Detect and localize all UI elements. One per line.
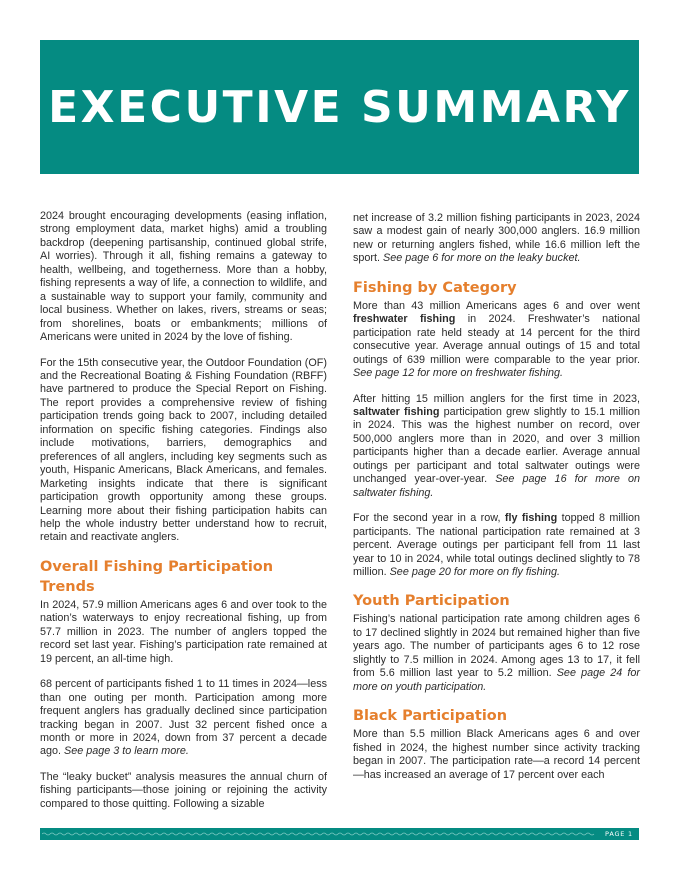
youth-participation-heading: Youth Participation [353, 593, 510, 610]
fly-fishing-text-intro: For the second year in a row, [353, 512, 505, 525]
leaky-bucket-continued-paragraph [353, 212, 640, 266]
saltwater-page-reference: See page 16 for more on saltwater fishing. [353, 473, 640, 499]
wave-decoration-icon [42, 831, 597, 837]
overall-trends-paragraph: In 2024, 57.9 million Americans ages 6 and over took to the nation’s waterways to enjoy recreational fishing, up from 57.7 million in 2023. The number of anglers topped the record set last year. Fishing’s participation rate remained at 19 percent, an all-time high. [40, 598, 327, 665]
freshwater-term: freshwater fishing [353, 313, 456, 326]
page-number: PAGE 1 [605, 830, 633, 838]
leaky-bucket-page-reference: See page 6 for more on the leaky bucket. [383, 252, 581, 265]
page-title: EXECUTIVE SUMMARY [48, 81, 631, 133]
saltwater-paragraph [353, 393, 640, 501]
youth-paragraph [353, 613, 640, 694]
black-participation-heading: Black Participation [353, 708, 508, 725]
title-banner [40, 40, 639, 174]
outings-paragraph [40, 678, 327, 759]
freshwater-text: in 2024. Freshwater’s national participation rate held steady at 14 percent for the third consecutive year. Average annual outings of 15 and total outings of 639 million were comparable to the year prior. [353, 313, 640, 366]
fly-fishing-text: topped 8 million participants. The national participation rate remained at 3 percent. Average outings per participant fell from 11 last year to 10 in 2024, while total outings declined slightly to 78 million. [353, 512, 640, 578]
fly-fishing-paragraph [353, 512, 640, 579]
freshwater-page-reference: See page 12 for more on freshwater fishing. [353, 367, 564, 380]
leaky-bucket-paragraph: The “leaky bucket” analysis measures the annual churn of fishing participants—those joining or rejoining the activity compared to those quitting. Following a sizable [40, 770, 327, 810]
right-column [353, 212, 640, 794]
outings-page-reference: See page 3 to learn more. [64, 745, 189, 758]
youth-page-reference: See page 24 for more on youth participation. [353, 667, 640, 693]
intro-paragraph: 2024 brought encouraging developments (easing inflation, strong employment data, market highs) amid a troubling backdrop (deepening partisanship, continued global strife, AI worries). Through it all, fishing remains a gateway to health, wellbeing, and togetherness. More than a hobby, fishing represents a way of life, a connection to wildlife, and a sustainable way to support your family, community and local business. Whether on lakes, rivers, streams or seas; from shorelines, boats or embankments; millions of Americans were united in 2024 by the love of fishing. [40, 210, 327, 344]
saltwater-text-intro: After hitting 15 million anglers for the first time in 2023, [353, 392, 640, 405]
overall-trends-heading: Overall Fishing Participation Trends [40, 558, 274, 595]
fly-fishing-term: fly fishing [504, 512, 558, 525]
report-overview-paragraph: For the 15th consecutive year, the Outdoor Foundation (OF) and the Recreational Boating & Fishing Foundation (RBFF) have partnered to produce the Special Report on Fishing. The report provides a comprehensive review of fishing participation trends going back to 2007, including detailed information on specific fishing categories. Findings also include motivations, barriers, demographics and preferences of all anglers, including key segments such as youth, Hispanic Americans, Black Americans, and females. Marketing insights indicate that there is significant participation growth opportunity among these groups. Learning more about their fishing participation habits can help the whole industry better understand how to recruit, retain and reactivate anglers. [40, 356, 327, 544]
saltwater-text: participation grew slightly to 15.1 million in 2024. This was the highest number on record, over 500,000 anglers more than in 2020, and over 3 million participants higher than a decade earlier. Average annual outings per participant and total saltwater outings were unchanged year-over-year. [353, 405, 640, 486]
freshwater-text-intro: More than 43 million Americans ages 6 and over went [353, 299, 640, 312]
footer-bar [40, 828, 639, 840]
fishing-by-category-heading: Fishing by Category [353, 279, 517, 296]
left-column [40, 210, 327, 823]
fly-fishing-page-reference: See page 20 for more on fly fishing. [389, 565, 561, 578]
leaky-bucket-text: net increase of 3.2 million fishing participants in 2023, 2024 saw a modest gain of nearly 300,000 anglers. 16.9 million new or returning anglers fished, while 16.6 million left the sport. [353, 212, 640, 265]
outings-text: 68 percent of participants fished 1 to 11 times in 2024—less than one outing per month. Participation among more frequent anglers has gradually declined since participation tracking began in 2007. Just 32 percent fished once a month or more in 2024, down from 37 percent a decade ago. [40, 678, 327, 758]
saltwater-term: saltwater fishing [353, 405, 440, 418]
freshwater-paragraph [353, 300, 640, 381]
black-participation-paragraph: More than 5.5 million Black Americans ages 6 and over fished in 2024, the highest number since activity tracking began in 2007. The participation rate—a record 14 percent—has increased an average of 17 percent over each [353, 728, 640, 781]
youth-text: Fishing’s national participation rate among children ages 6 to 17 declined slightly in 2024 but remained higher than five years ago. The number of participants ages 6 to 12 rose slightly to 7.5 million in 2024. Among ages 13 to 17, it fell from 5.6 million last year to 5.2 million. [353, 613, 640, 680]
